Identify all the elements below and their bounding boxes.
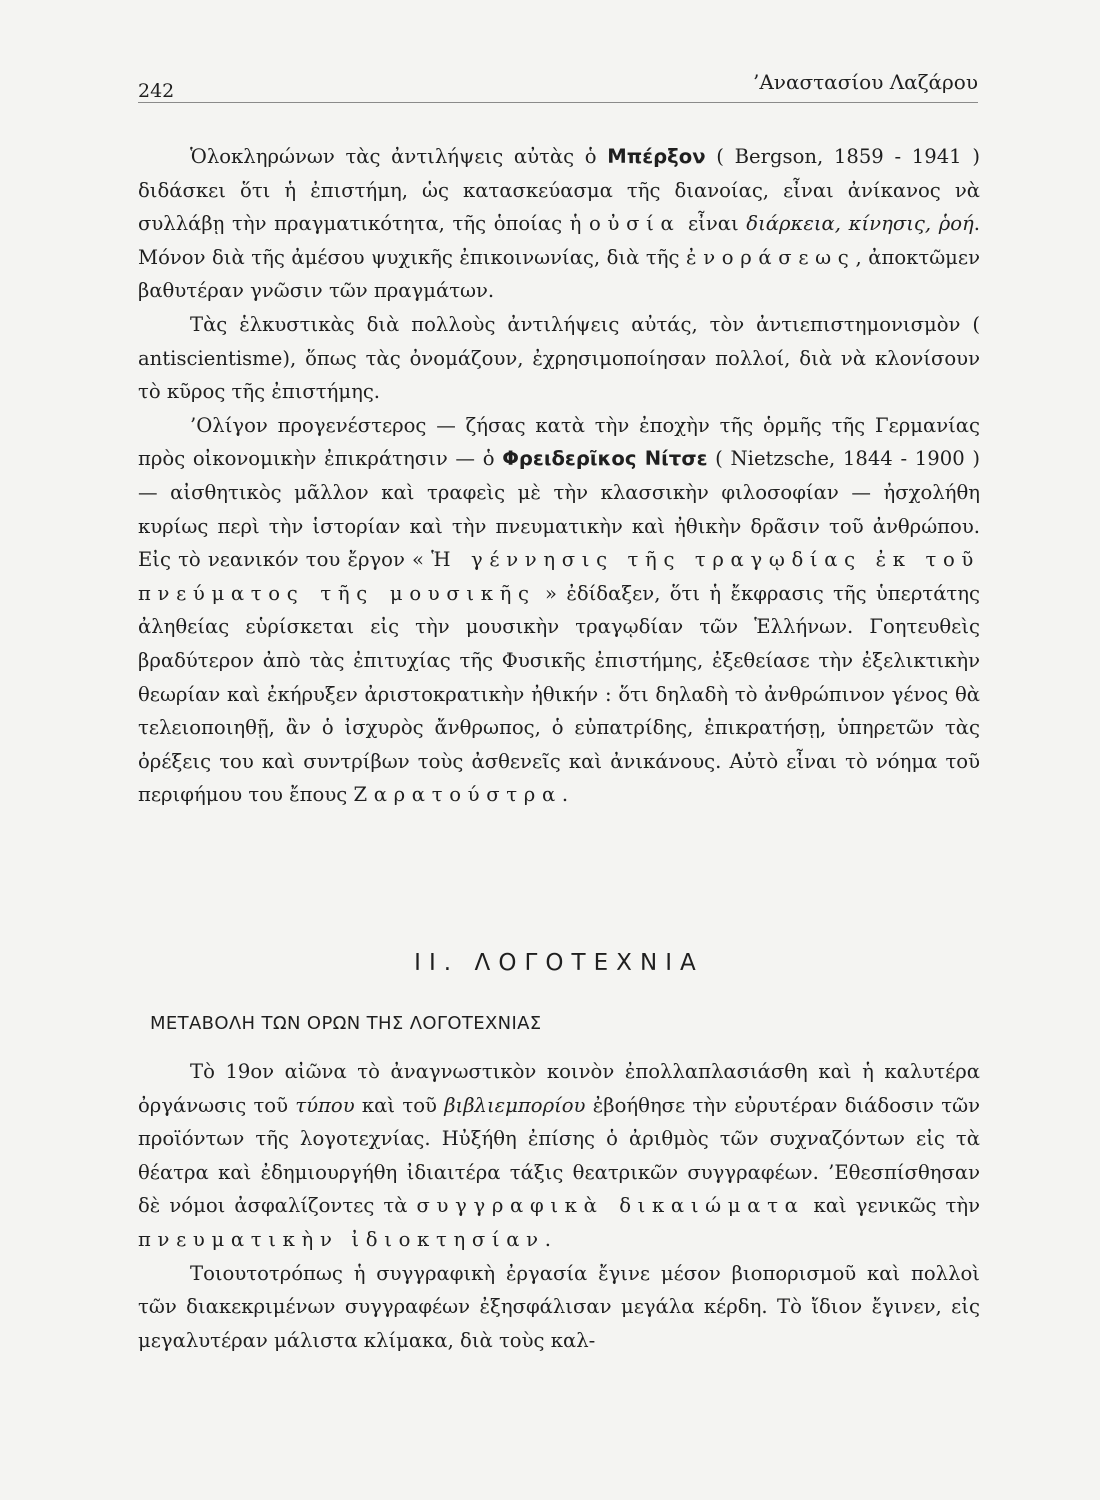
body-text-upper (138, 140, 980, 812)
page-header (138, 62, 978, 103)
spaced-term-rights: συγγραφικὰ δικαιώματα (416, 1194, 805, 1218)
spaced-work-title: Ἡ γέννησις τῆς τραγῳδίας ἐκ τοῦ πνεύματος τῆς μουσικῆς (138, 548, 980, 605)
page-number: 242 (138, 80, 175, 102)
running-head: ’Αναστασίου Λαζάρου (753, 70, 978, 94)
paragraph-nietzsche (138, 409, 980, 812)
spaced-term-property: πνευματικὴν ἰδιοκτησίαν (138, 1227, 545, 1251)
italic-term: διάρκεια, κίνησις, ῥοή (746, 212, 974, 236)
text-run: εἶναι (680, 212, 747, 236)
paragraph-bergson (138, 140, 980, 308)
text-run: ’Ολίγον προγενέστερος — ζήσας κατὰ τὴν ἐποχὴν τῆς ὁρμῆς τῆς Γερμανίας πρὸς οἰκονομικὴν ἐπικράτησιν — ὁ (138, 413, 980, 471)
text-run: ἐβοήθησε τὴν εὐρυτέραν διάδοσιν τῶν προϊόντων τῆς λογοτεχνίας. Ηὐξήθη ἐπίσης ὁ ἀριθμὸς τῶν συχναζόντων εἰς τὰ θέατρα καὶ ἐδημιουργήθη ἰδιαιτέρα τάξις θεατρικῶν συγγραφέων. ’Εθεσπίσθησαν δὲ νόμοι ἀσφαλίζοντες τὰ (138, 1093, 980, 1218)
text-run: . Μόνον διὰ τῆς ἀμέσου ψυχικῆς ἐπικοινωνίας, διὰ τῆς (138, 212, 980, 269)
text-run: , ἀποκτῶμεν βαθυτέραν γνῶσιν τῶν πραγμάτων. (138, 245, 980, 303)
italic-term-typos: τύπου (295, 1093, 355, 1117)
name-bergson: Μπέρξον (607, 145, 706, 168)
text-run: ( Nietzsche, 1844 - 1900 ) — αἰσθητικὸς μᾶλλον καὶ τραφεὶς μὲ τὴν κλασσικὴν φιλοσοφίαν — ἠσχολήθη κυρίως περὶ τὴν ἱστορίαν καὶ τὴν πνευματικὴν καὶ ἠθικὴν δρᾶσιν τοῦ ἀνθρώπου. Εἰς τὸ νεανικόν του ἔργον « (138, 447, 981, 572)
text-run: . (561, 783, 569, 807)
spaced-term-enorasis: ἐνοράσεως (686, 245, 856, 269)
paragraph-19th-century (138, 1055, 980, 1257)
body-text-lower (138, 1055, 980, 1357)
name-nietzsche: Φρειδερῖκος Νίτσε (502, 447, 708, 471)
text-run: . (544, 1227, 551, 1251)
section-heading: ΙΙ. ΛΟΓΟΤΕΧΝΙΑ (414, 950, 704, 976)
text-run: καὶ τοῦ (354, 1093, 445, 1117)
text-run: Ὁλοκληρώνων τὰς ἀντιλήψεις αὐτὰς ὁ (190, 145, 608, 168)
section-subheading: ΜΕΤΑΒΟΛΗ ΤΩΝ ΟΡΩΝ ΤΗΣ ΛΟΓΟΤΕΧΝΙΑΣ (150, 1013, 542, 1034)
spaced-term-ousia: οὐσία (589, 212, 681, 236)
italic-term-vivlio: βιβλιεμπορίου (444, 1093, 586, 1117)
text-run: Τὸ 19ον αἰῶνα τὸ ἀναγνωστικὸν κοινὸν ἐπολλαπλασιάσθη καὶ ἡ καλυτέρα ὀργάνωσις τοῦ (138, 1060, 980, 1117)
text-run: » ἐδίδαξεν, ὅτι ἡ ἔκφρασις τῆς ὑπερτάτης ἀληθείας εὑρίσκεται εἰς τὴν μουσικὴν τραγῳδίαν τῶν Ἑλλήνων. Γοητευθεὶς βραδύτερον ἀπὸ τὰς ἐπιτυχίας τῆς Φυσικῆς ἐπιστήμης, ἐξεθείασε τὴν ἐξελικτικὴν θεωρίαν καὶ ἐκήρυξεν ἀριστοκρατικὴν ἠθικήν : ὅτι δηλαδὴ τὸ ἀνθρώπινον γένος θὰ τελειοποιηθῇ, ἂν ὁ ἰσχυρὸς ἄνθρωπος, ὁ εὐπατρίδης, ἐπικρατήσῃ, ὑπηρετῶν τὰς ὀρέξεις του καὶ συντρίβων τοὺς ἀσθενεῖς καὶ ἀνικάνους. Αὐτὸ εἶναι τὸ νόημα τοῦ περιφήμου του ἔπους (138, 581, 980, 807)
spaced-term-zarathustra: Ζαρατούστρα (353, 783, 562, 807)
paragraph-antiscientisme: Τὰς ἑλκυστικὰς διὰ πολλοὺς ἀντιλήψεις αὐτάς, τὸν ἀντιεπιστημονισμὸν ( antiscientisme), ὅπως τὰς ὀνομάζουν, ἐχρησιμοποίησαν πολλοί, διὰ νὰ κλονίσουν τὸ κῦρος τῆς ἐπιστήμης. (138, 312, 980, 404)
text-run: ( Bergson, 1859 - 1941 ) διδάσκει ὅτι ἡ ἐπιστήμη, ὡς κατασκεύασμα τῆς διανοίας, εἶναι ἀνίκανος νὰ συλλάβῃ τὴν πραγματικότητα, τῆς ὁποίας ἡ (138, 145, 980, 236)
text-run: καὶ γενικῶς τὴν (804, 1194, 980, 1218)
paragraph-livelihood: Τοιουτοτρόπως ἡ συγγραφικὴ ἐργασία ἔγινε μέσον βιοπορισμοῦ καὶ πολλοὶ τῶν διακεκριμένων συγγραφέων ἐξησφάλισαν μεγάλα κέρδη. Τὸ ἴδιον ἔγινεν, εἰς μεγαλυτέραν μάλιστα κλίμακα, διὰ τοὺς καλ- (138, 1261, 980, 1352)
